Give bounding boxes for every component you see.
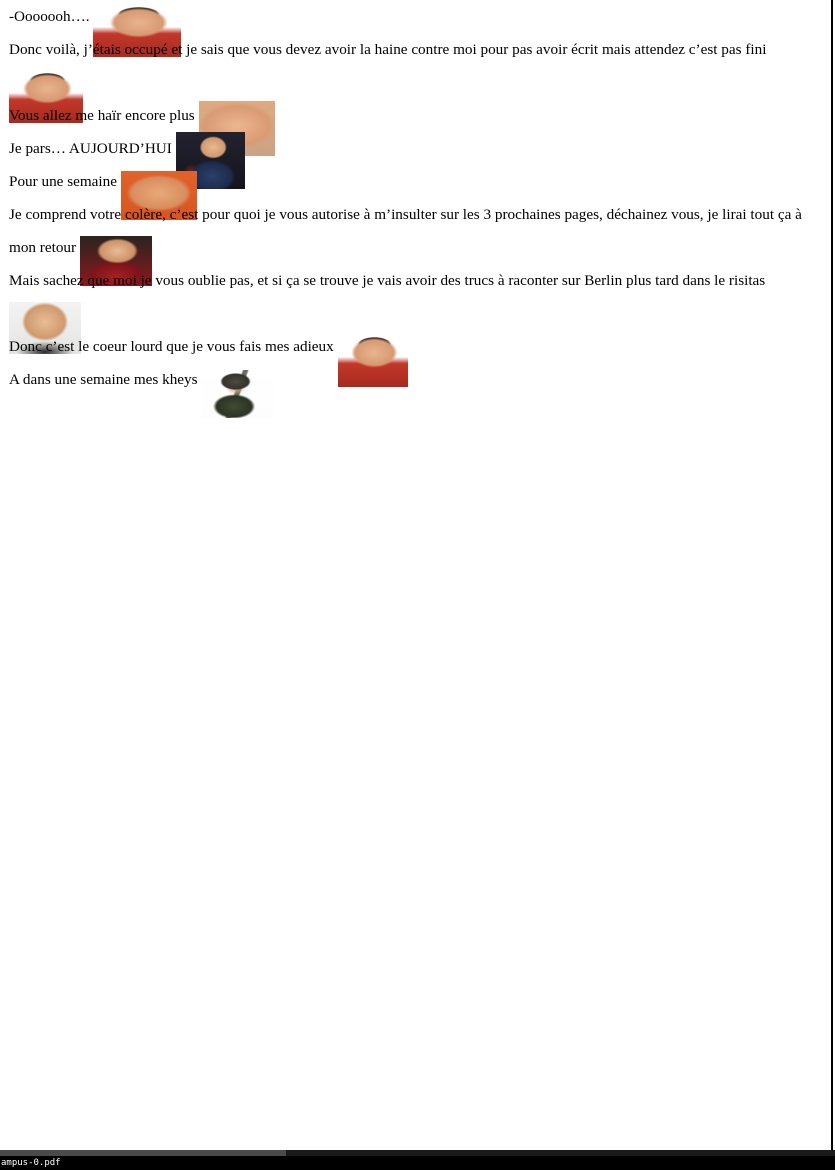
filename-label: ampus-0.pdf xyxy=(1,1158,61,1168)
paragraph xyxy=(9,264,809,330)
paragraph-text: Donc voilà, j’étais occupé et je sais que vous devez avoir la haine contre moi pour pas avoir écrit mais attendez c’est pas fini xyxy=(9,41,767,58)
paragraph xyxy=(9,330,809,363)
document-content xyxy=(9,0,809,396)
paragraph xyxy=(9,363,809,396)
soldier-with-helmet-image xyxy=(201,370,273,418)
paragraph-text: Mais sachez que moi je vous oublie pas, et si ça se trouve je vais avoir des trucs à raconter sur Berlin plus tard dans le risitas xyxy=(9,272,766,289)
paragraph-text: A dans une semaine mes kheys xyxy=(9,371,198,388)
paragraph-text: Je comprend votre colère, c’est pour quoi je vous autorise à m’insulter sur les 3 prochaines pages, déchainez vous, je lirai tout ça à mon retour xyxy=(9,206,802,256)
taskbar[interactable] xyxy=(0,1156,835,1170)
paragraph xyxy=(9,198,809,264)
paragraph xyxy=(9,0,809,33)
paragraph xyxy=(9,33,809,99)
paragraph-text: Vous allez me haïr encore plus xyxy=(9,107,195,124)
risitas-mustache-man-image xyxy=(338,335,408,387)
paragraph-text: Je pars… AUJOURD’HUI xyxy=(9,140,172,157)
paragraph-text: Donc c’est le coeur lourd que je vous fais mes adieux xyxy=(9,338,334,355)
paragraph xyxy=(9,99,809,132)
paragraph-text: -Ooooooh…. xyxy=(9,8,90,25)
paragraph xyxy=(9,132,809,165)
paragraph xyxy=(9,165,809,198)
paragraph-text: Pour une semaine xyxy=(9,173,117,190)
